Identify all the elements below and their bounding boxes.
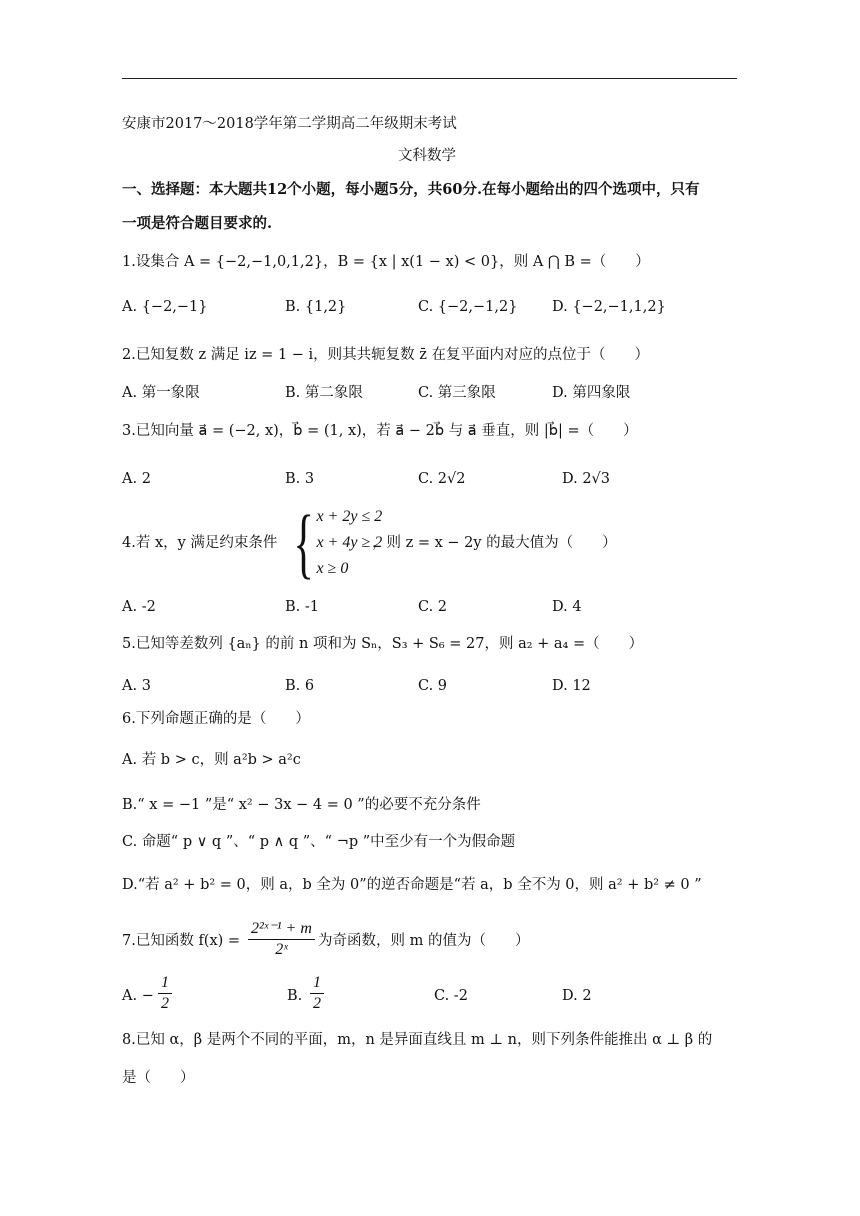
question-5-option-c: C. 9 [418, 678, 448, 694]
question-6-option-a: A. 若 b > c，则 a²b > a²c [122, 752, 301, 768]
question-6-option-b: B.“ x = −1 ”是“ x² − 3x − 4 = 0 ”的必要不充分条件 [122, 797, 481, 813]
question-1-option-d: D. {−2,−1,1,2} [552, 299, 666, 315]
option-b-fraction [310, 974, 324, 1013]
question-4-option-d: D. 4 [552, 599, 582, 615]
question-7-option-b: B. [287, 988, 303, 1004]
question-4-option-c: C. 2 [418, 599, 448, 615]
question-8-stem-line1: 8.已知 α，β 是两个不同的平面，m，n 是异面直线且 m ⊥ n，则下列条件能推出 α ⊥ β 的 [122, 1032, 713, 1048]
question-7-fraction [248, 918, 315, 959]
question-1-option-b: B. {1,2} [285, 299, 347, 315]
question-8-stem-line2: 是（ ） [122, 1070, 195, 1086]
question-5-option-d: D. 12 [552, 678, 591, 694]
question-4-option-a: A. -2 [122, 599, 156, 615]
header-rule [122, 78, 737, 79]
fraction-numerator: 2²ˣ⁻¹ + m [248, 918, 315, 940]
question-2-option-b: B. 第二象限 [285, 385, 363, 401]
option-b-denominator: 2 [313, 995, 321, 1012]
question-7-stem-after: 为奇函数，则 m 的值为（ ） [318, 933, 530, 949]
question-3-option-b: B. 3 [285, 471, 315, 487]
subject-title: 文科数学 [398, 148, 456, 164]
question-7-option-c: C. -2 [434, 988, 468, 1004]
question-6-stem: 6.下列命题正确的是（ ） [122, 711, 310, 727]
question-7-stem-before: 7.已知函数 f(x) = [122, 933, 241, 949]
constraint-3: x ≥ 0 [316, 560, 349, 577]
option-a-denominator: 2 [161, 995, 169, 1012]
section-heading-line1: 一、选择题：本大题共12个小题，每小题5分，共60分.在每小题给出的四个选项中，只有 [122, 181, 700, 198]
question-5-stem: 5.已知等差数列 {aₙ} 的前 n 项和为 Sₙ，S₃ + S₆ = 27，则 a₂ + a₄ =（ ） [122, 636, 644, 652]
left-brace: { [293, 499, 315, 586]
question-2-option-d: D. 第四象限 [552, 385, 631, 401]
constraint-2: x + 4y ≥ 2 [316, 534, 383, 551]
question-1-stem: 1.设集合 A = {−2,−1,0,1,2}，B = {x | x(1 − x) < 0}，则 A ⋂ B =（ ） [122, 254, 650, 270]
option-a-numerator: 1 [158, 974, 172, 994]
question-4-option-b: B. -1 [285, 599, 319, 615]
exam-title: 安康市2017～2018学年第二学期高二年级期末考试 [122, 116, 457, 132]
question-2-option-c: C. 第三象限 [418, 385, 496, 401]
question-1-option-a: A. {−2,−1} [122, 299, 208, 315]
question-7-option-a: A. − [122, 988, 154, 1004]
question-2-stem: 2.已知复数 z 满足 iz = 1 − i，则其共轭复数 z̄ 在复平面内对应的点位于（ ） [122, 347, 650, 363]
question-5-option-a: A. 3 [122, 678, 151, 694]
question-5-option-b: B. 6 [285, 678, 315, 694]
question-1-option-c: C. {−2,−1,2} [418, 299, 518, 315]
question-3-option-d: D. 2√3 [562, 471, 611, 487]
question-7-option-d: D. 2 [562, 988, 592, 1004]
option-b-numerator: 1 [310, 974, 324, 994]
fraction-denominator: 2ˣ [275, 941, 288, 958]
option-a-fraction [158, 974, 172, 1013]
question-6-option-c: C. 命题“ p ∨ q ”、“ p ∧ q ”、“ ¬p ”中至少有一个为假命题 [122, 834, 516, 850]
question-6-option-d: D.“若 a² + b² = 0，则 a，b 全为 0”的逆否命题是“若 a，b 全不为 0，则 a² + b² ≠ 0 ” [122, 877, 702, 893]
question-4-stem-after: ，则 z = x − 2y 的最大值为（ ） [372, 535, 617, 551]
question-3-option-a: A. 2 [122, 471, 151, 487]
constraint-1: x + 2y ≤ 2 [316, 508, 383, 525]
question-3-stem: 3.已知向量 a⃗ = (−2, x)，b⃗ = (1, x)，若 a⃗ − 2b⃗ 与 a⃗ 垂直，则 |b⃗| =（ ） [122, 423, 638, 439]
question-2-option-a: A. 第一象限 [122, 385, 200, 401]
question-3-option-c: C. 2√2 [418, 471, 466, 487]
question-4-stem-before: 4.若 x，y 满足约束条件 [122, 535, 278, 551]
section-heading-line2: 一项是符合题目要求的. [122, 215, 273, 232]
constraint-system [285, 499, 383, 586]
